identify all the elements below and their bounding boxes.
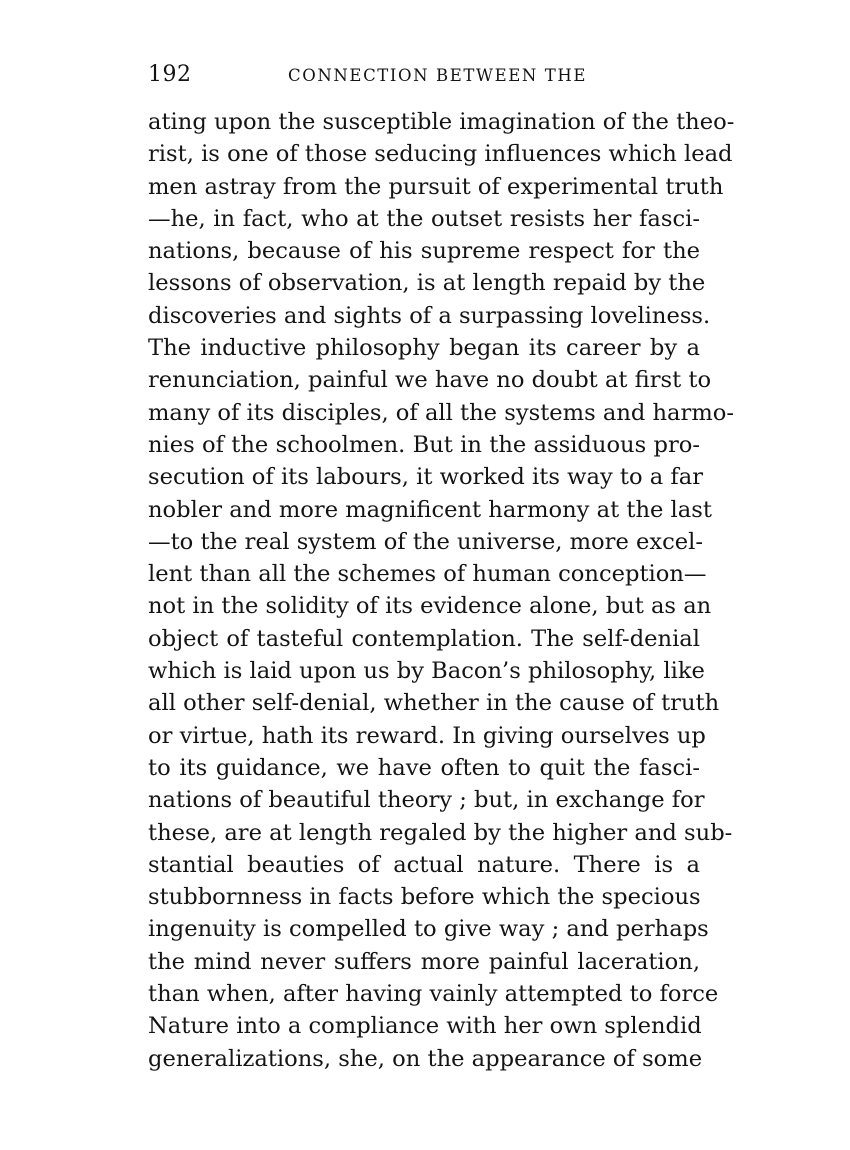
text-line: The inductive philosophy began its career by a <box>148 335 700 362</box>
text-line: ating upon the susceptible imagination of the theo- <box>148 109 735 135</box>
running-head <box>148 62 700 92</box>
text-line: rist, is one of those seducing influences which lead <box>148 141 733 168</box>
body-text <box>148 106 735 1075</box>
text-line: discoveries and sights of a surpassing loveliness. <box>148 302 711 329</box>
text-line: nations of beautiful theory ; but, in exchange for <box>148 787 705 814</box>
text-line: stubbornness in facts before which the specious <box>148 884 701 911</box>
text-line: nations, because of his supreme respect for the <box>148 238 700 265</box>
text-line: to its guidance, we have often to quit the fasci- <box>148 754 700 781</box>
text-line: secution of its labours, it worked its way to a far <box>148 464 704 491</box>
text-line: or virtue, hath its reward. In giving ourselves up <box>148 722 706 749</box>
text-line: the mind never suffers more painful laceration, <box>148 948 700 975</box>
text-line: many of its disciples, of all the systems and harmo- <box>148 399 734 426</box>
text-line: than when, after having vainly attempted to force <box>148 981 719 1008</box>
text-line: these, are at length regaled by the higher and sub- <box>148 819 733 846</box>
text-line: nobler and more magnificent harmony at the last <box>148 496 712 523</box>
text-line: which is laid upon us by Bacon’s philosophy, like <box>148 658 705 685</box>
text-line: —he, in fact, who at the outset resists her fasci- <box>148 205 700 232</box>
text-line: ingenuity is compelled to give way ; and perhaps <box>148 916 709 943</box>
page-number: 192 <box>148 62 192 87</box>
text-line: stantial beauties of actual nature. There is a <box>148 851 700 878</box>
text-line: renunciation, painful we have no doubt at first to <box>148 367 712 394</box>
text-line: generalizations, she, on the appearance of some <box>148 1045 703 1072</box>
text-line: —to the real system of the universe, more excel- <box>148 528 704 555</box>
text-line: men astray from the pursuit of experimental truth <box>148 173 724 200</box>
text-line: object of tasteful contemplation. The self-denial <box>148 625 700 652</box>
text-line: lessons of observation, is at length repaid by the <box>148 270 706 297</box>
text-line: not in the solidity of its evidence alone, but as an <box>148 593 712 620</box>
running-title: CONNECTION BETWEEN THE <box>288 66 587 85</box>
text-line: lent than all the schemes of human conception— <box>148 561 707 588</box>
text-line: all other self-denial, whether in the cause of truth <box>148 690 720 717</box>
text-line: nies of the schoolmen. But in the assiduous pro- <box>148 431 700 458</box>
text-line: Nature into a compliance with her own splendid <box>148 1013 702 1040</box>
